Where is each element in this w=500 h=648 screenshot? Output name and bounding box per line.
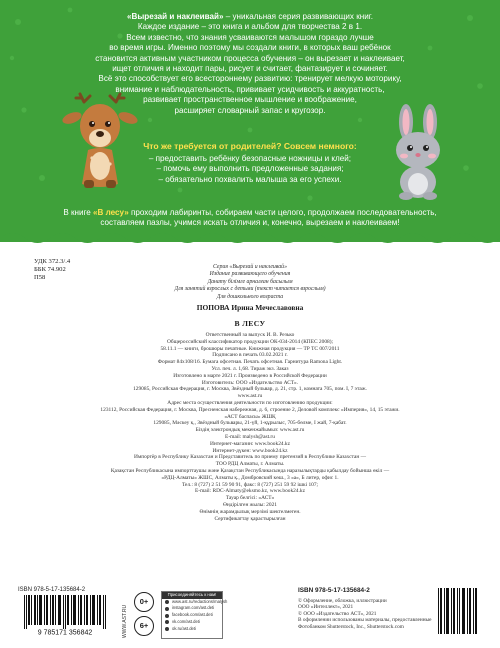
- isbn-label-right: ISBN 978-5-17-135684-2: [298, 587, 370, 594]
- udk-code: УДК 372.3/.4: [34, 258, 71, 265]
- intro-line: развивает пространственное мышление и воображение,: [143, 95, 357, 105]
- series-line: Данату білімге арналған басылым: [207, 278, 293, 285]
- social-link[interactable]: instagram.com/ast.deti: [162, 605, 222, 612]
- series-line: Для дошкольного возраста: [216, 293, 284, 300]
- social-link[interactable]: www.ast.ru/redactions/malysh: [162, 599, 222, 606]
- info-line: 129085, Российская Федерация, г. Москва, Звёздный бульвар, д. 21, стр. 1, комната 705, пом. I, 7 этаж.: [133, 386, 367, 393]
- info-line: E-mail: malysh@ast.ru: [225, 433, 275, 440]
- site-vertical: WWW.AST.RU: [122, 604, 128, 638]
- social-link[interactable]: vk.com/ast.deti: [162, 619, 222, 626]
- intro-line: «Вырезай и наклеивай» – уникальная серия развивающих книг.: [127, 12, 373, 21]
- ok-icon: [165, 627, 169, 631]
- bunny-illustration: [382, 104, 454, 200]
- info-line: Интернет-магазин: www.book24.kz: [209, 440, 291, 447]
- instagram-icon: [165, 607, 169, 611]
- copyright-line: В оформлении использованы материалы, предоставленные: [298, 617, 432, 624]
- info-line: Формат 84х108/16. Бумага офсетная. Печать офсетная. Гарнитура Ramona Light.: [157, 359, 343, 366]
- intro-line: во время игры. Именно поэтому мы создали книги, в которых ваш ребёнок: [109, 43, 391, 53]
- info-line: www.ast.ru: [237, 393, 263, 400]
- summary-line: составляем пазлы, учимся искать отличия и, конечно, вырезаем и наклеиваем!: [100, 218, 400, 228]
- info-line: Өндірілген жылы: 2021: [223, 501, 277, 508]
- isbn-label-left: ISBN 978-5-17-135684-2: [18, 587, 86, 593]
- info-line: Адрес места осуществления деятельности по изготовлению продукции:: [167, 399, 333, 406]
- intro-line: ищет отличия и находит пары, рисует и считает, фантазирует и сочиняет.: [112, 64, 388, 74]
- social-link[interactable]: facebook.com/ast.deti: [162, 612, 222, 619]
- info-line: 123112, Российская Федерация, г. Москва, Пресненская набережная, д. 6, строение 2, Деловой комплекс «Империя», 14, 15 этажи.: [100, 406, 400, 413]
- info-line: Тауар белгісі: «АСТ»: [225, 495, 275, 502]
- intro-line: расширяет словарный запас и кругозор.: [174, 105, 326, 115]
- info-line: Өнімнің жарамдылық мерзімі шектелмеген.: [199, 508, 301, 515]
- intro-line: внимание и наблюдательность, прививает усидчивость и аккуратность,: [115, 84, 385, 94]
- age-badge: 0+: [134, 592, 154, 612]
- intro-paragraph: [0, 12, 500, 116]
- bbk-code: ББК 74.902: [34, 266, 66, 274]
- info-line: Қазақстан Республикасына импорттаушы және Қазақстан Республикасында наразылықтарды қабылдау бойынша өкіл —: [110, 467, 390, 474]
- age-badge: 6+: [134, 616, 154, 636]
- copyright-line: Фотобанком Shutterstock, Inc., Shutterstock.com: [298, 623, 404, 630]
- author-code: П58: [34, 274, 46, 282]
- info-line: Общероссийский классификатор продукции ОК-034-2014 (КПЕС 2008);: [166, 338, 334, 345]
- info-line: Біздің электрондық мекенжайымыз: www.ast.ru: [195, 427, 305, 434]
- list-item: – помочь ему выполнить предложенные задания;: [156, 164, 344, 174]
- series-line: Издание развивающего обучения: [209, 271, 291, 278]
- copyright-line: © ООО «Издательство АСТ», 2021: [298, 610, 377, 617]
- wavy-edge: [0, 228, 500, 254]
- intro-line: становится активным участником процесса обучения – он вырезает и наклеивает,: [95, 53, 405, 63]
- info-line: ТОО РДЦ Алматы, г. Алматы.: [215, 461, 285, 468]
- info-line: Ответственный за выпуск И. В. Резько: [205, 332, 295, 338]
- info-line: Подписано в печать 03.02.2021 г.: [212, 352, 288, 359]
- series-line: Серия «Вырезай и наклеивай»: [213, 264, 287, 270]
- publication-info: [0, 332, 500, 522]
- info-line: Сертификаттау қарастырылған: [214, 515, 286, 522]
- parents-question: Что же требуется от родителей? Совсем немного:: [143, 141, 357, 151]
- facebook-icon: [165, 614, 169, 618]
- social-header: Присоединяйтесь к нам!: [162, 592, 222, 599]
- series-block: [0, 264, 500, 301]
- author-name: ПОПОВА Ирина Мечеславовна: [196, 303, 304, 312]
- info-line: «АСТ баспасы» ЖШҚ: [224, 413, 276, 420]
- info-line: Изготовлено в марте 2021 г. Произведено в Российской Федерации: [173, 372, 327, 379]
- copyright-line: ООО «Интеллект», 2021: [298, 604, 354, 611]
- info-line: 129085, Мәскеу қ., Звёздный бульвары, 21-үй, 1-құрылыс, 705-бөлме, I жай, 7-қабат.: [153, 420, 347, 427]
- list-item: – предоставить ребёнку безопасные ножницы и клей;: [148, 154, 352, 163]
- barcode: [18, 595, 112, 635]
- parents-list: [0, 154, 500, 185]
- info-line: «РДЦ-Алматы» ЖШС, Алматы қ., Домбровский көш., 3 «а», Б литер, офис 1.: [161, 474, 339, 481]
- barcode-small: [436, 588, 478, 634]
- list-item: – обязательно похвалить малыша за его успехи.: [158, 174, 342, 184]
- info-line: Интернет-дүкен: www.book24.kz: [212, 447, 288, 454]
- info-line: Импортёр в Республику Казахстан и Представитель по приему претензий в Республике Казахстан —: [133, 454, 367, 461]
- info-line: Изготовитель: ООО «Издательство АСТ».: [201, 379, 299, 386]
- vk-icon: [165, 620, 169, 624]
- social-box: [161, 591, 228, 639]
- barcode-digits: 9 785171 356842: [37, 629, 93, 635]
- cover-panel: [0, 0, 500, 242]
- book-title: В ЛЕСУ: [234, 319, 266, 328]
- age-badges: [134, 592, 158, 638]
- copyright-block: [298, 598, 431, 630]
- series-line: Для занятий взрослых с детьми (текст читается взрослым): [174, 286, 326, 293]
- info-line: Усл. печ. л. 1,68. Тираж экз. Заказ: [211, 365, 289, 372]
- globe-icon: [165, 600, 169, 604]
- info-line: 58.11.1 — книги, брошюры печатные. Книжная продукция — ТР ТС 007/2011: [160, 345, 340, 352]
- intro-line: Всем известно, что знания усваиваются малышом гораздо лучше: [126, 32, 374, 42]
- book-title-highlight: «В лесу»: [93, 208, 129, 217]
- intro-line: Каждое издание – это книга и альбом для творчества 2 в 1.: [137, 22, 363, 32]
- info-line: E-mail: RDC-Almaty@eksmo.kz, www.book24.kz: [194, 488, 305, 495]
- social-link[interactable]: ok.ru/ast.deti: [162, 626, 222, 633]
- book-summary: [0, 208, 500, 229]
- intro-line: Всё это способствует его всестороннему развитию: тренирует мелкую моторику,: [98, 74, 402, 84]
- copyright-line: © Оформление, обложка, иллюстрации: [298, 598, 387, 604]
- info-line: Тел.: 8 (727) 2 51 59 90 91, факс: 8 (727) 251 59 92 ішкі 107;: [181, 481, 319, 488]
- summary-line: В книге «В лесу» проходим лабиринты, собираем части целого, продолжаем последовательность,: [63, 208, 437, 217]
